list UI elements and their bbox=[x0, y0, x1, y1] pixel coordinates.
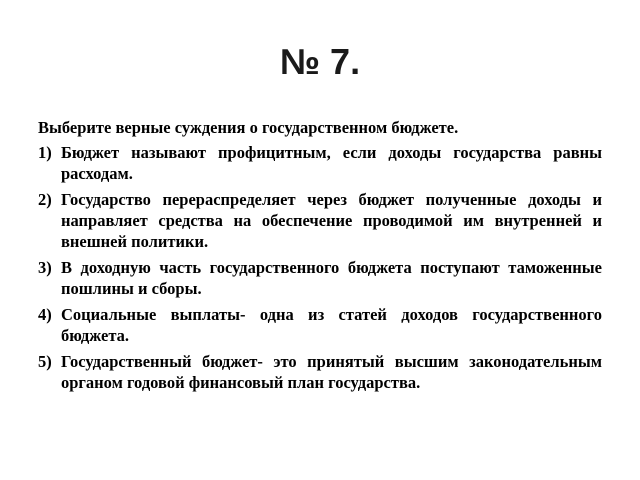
statement-item-1 bbox=[38, 142, 602, 184]
statement-item-2 bbox=[38, 189, 602, 252]
statement-text: Бюджет называют профицитным, если доходы государства равны расходам. bbox=[61, 143, 602, 183]
statement-number: 3) bbox=[38, 258, 52, 277]
statement-list bbox=[38, 142, 602, 393]
statement-item-3 bbox=[38, 257, 602, 299]
statement-item-5 bbox=[38, 351, 602, 393]
statement-text: В доходную часть государственного бюджета поступают таможенные пошлины и сборы. bbox=[61, 258, 602, 298]
statement-number: 5) bbox=[38, 352, 52, 371]
question-intro: Выберите верные суждения о государственном бюджете. bbox=[38, 118, 459, 137]
statement-text: Социальные выплаты- одна из статей доходов государственного бюджета. bbox=[61, 305, 602, 345]
statement-item-4 bbox=[38, 304, 602, 346]
statement-number: 1) bbox=[38, 143, 52, 162]
statement-text: Государство перераспределяет через бюджет полученные доходы и направляет средства на обеспечение проводимой им внутренней и внешней политики. bbox=[61, 190, 602, 251]
question-content bbox=[38, 117, 602, 398]
statement-text: Государственный бюджет- это принятый высшим законодательным органом годовой финансовый план государства. bbox=[61, 352, 602, 392]
statement-number: 4) bbox=[38, 305, 52, 324]
statement-number: 2) bbox=[38, 190, 52, 209]
slide-title: № 7. bbox=[279, 41, 361, 82]
